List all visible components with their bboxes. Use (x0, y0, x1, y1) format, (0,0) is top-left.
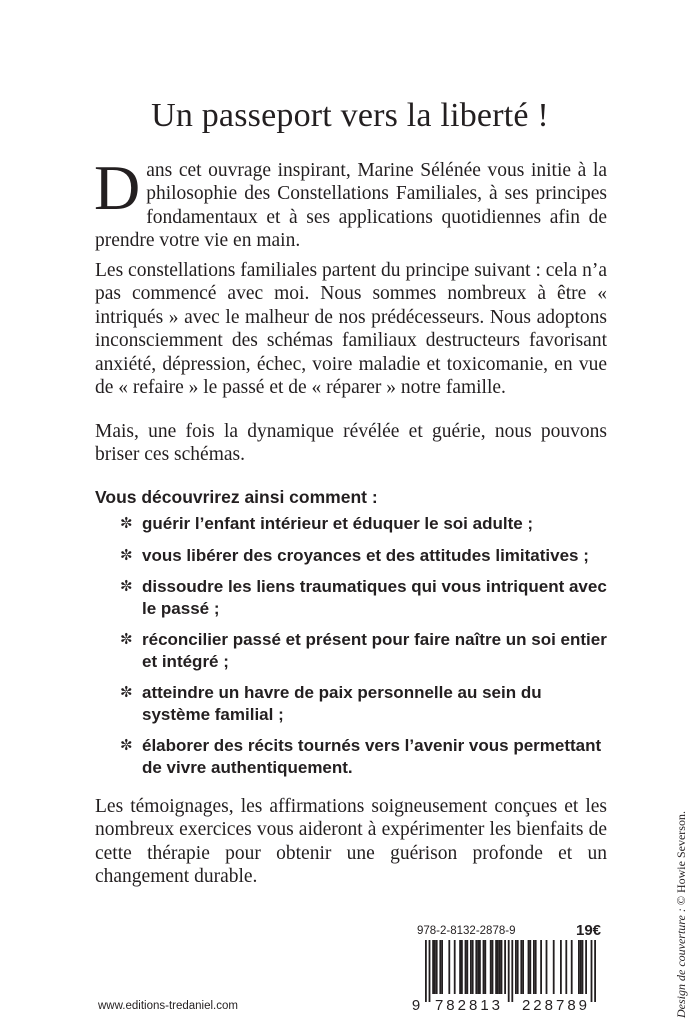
barcode-bar (520, 940, 522, 994)
barcode-bar (470, 940, 472, 994)
barcode-bar (472, 940, 474, 994)
intro-paragraph (94, 152, 607, 253)
barcode-bar (582, 940, 584, 994)
barcode-bar (571, 940, 573, 994)
credit-label: Design de couverture : (674, 908, 688, 1018)
barcode-bar (497, 940, 499, 994)
barcode-graphic (410, 940, 610, 1012)
benefits-list (120, 513, 610, 788)
star-bullet-icon: ✼ (120, 545, 133, 564)
barcode-bar (578, 940, 580, 994)
principle-paragraph: Les constellations familiales partent du principe suivant : cela n’a pas commencé avec moi. Nous sommes nombreux à être « intriqués » avec le malheur de nos prédécesseurs. Nous adoptons inconsciemment des schémas familiaux destructeurs favorisant anxiété, dépression, échec, voire maladie et toxicomanie, en vue de « refaire » le passé et de « réparer » notre famille. (95, 260, 607, 399)
star-bullet-icon: ✼ (120, 514, 133, 532)
credit-text (673, 811, 689, 1018)
barcode-bar (477, 940, 479, 994)
star-bullet-icon: ✼ (120, 736, 133, 754)
barcode-bar (439, 940, 441, 994)
barcode-bar (546, 940, 548, 994)
barcode-bar (432, 940, 434, 994)
barcode-bar (580, 940, 582, 994)
isbn-number: 978-2-8132-2878-9 (417, 925, 516, 937)
list-item (120, 513, 610, 535)
bullet-list-lead: Vous découvrirez ainsi comment : (95, 487, 378, 507)
barcode-digit-lead: 9 (411, 997, 421, 1012)
list-item (120, 682, 610, 725)
barcode-bar (533, 940, 535, 994)
barcode-bar (511, 940, 513, 1002)
barcode-bar (585, 940, 587, 994)
barcode-bar (504, 940, 506, 994)
list-item-text: atteindre un havre de paix personnelle au sein du système familial ; (142, 683, 542, 724)
barcode-bar (425, 940, 427, 1002)
barcode-bar (434, 940, 436, 994)
barcode-bar (429, 940, 431, 1002)
cover-design-credit (671, 768, 693, 1018)
barcode-bar (484, 940, 486, 994)
list-item-text: guérir l’enfant intérieur et éduquer le soi adulte ; (142, 514, 534, 533)
star-bullet-icon: ✼ (120, 683, 133, 701)
drop-cap: D (94, 152, 141, 223)
barcode-bar (492, 940, 494, 994)
barcode-bar (461, 940, 463, 994)
list-item (120, 629, 610, 672)
list-item (120, 545, 610, 567)
barcode-bar (529, 940, 531, 994)
barcode-bar (553, 940, 555, 994)
list-item (120, 735, 610, 778)
barcode-bar (436, 940, 438, 994)
barcode-digits-right: 228789 (521, 997, 591, 1012)
barcode-bar (499, 940, 501, 994)
barcode-bar (490, 940, 492, 994)
healing-paragraph: Mais, une fois la dynamique révélée et guérie, nous pouvons briser ces schémas. (95, 421, 607, 466)
barcode-bar (501, 940, 503, 994)
barcode-bar (466, 940, 468, 994)
barcode-bar (591, 940, 593, 1002)
barcode-bar (495, 940, 497, 994)
page-title: Un passeport vers la liberté ! (151, 97, 549, 134)
barcode-bar (441, 940, 443, 994)
publisher-website: www.editions-tredaniel.com (98, 1000, 238, 1012)
list-item (120, 576, 610, 619)
list-item-text: élaborer des récits tournés vers l’avenir vous permettant de vivre authentiquement. (142, 736, 602, 777)
list-item-text: vous libérer des croyances et des attitudes limitatives ; (142, 545, 589, 565)
price-label: 19€ (576, 922, 602, 939)
barcode-bar (594, 940, 596, 1002)
list-item-text: dissoudre les liens traumatiques qui vous intriquent avec le passé ; (142, 577, 607, 618)
intro-text: ans cet ouvrage inspirant, Marine Sélénée vous initie à la philosophie des Constellations Familiales, à ses principes fondamentaux et à ses applications quotidiennes afin de prendre votre vie en main. (95, 160, 607, 252)
list-item-text: réconcilier passé et présent pour faire naître un soi entier et intégré ; (142, 630, 607, 671)
barcode-bar (517, 940, 519, 994)
barcode-bar (522, 940, 524, 994)
barcode-bar (479, 940, 481, 994)
barcode (410, 940, 610, 1012)
barcode-bar (508, 940, 510, 1002)
barcode-bar (528, 940, 530, 994)
closing-paragraph: Les témoignages, les affirmations soigneusement conçues et les nombreux exercices vous aideront à expérimenter les bienfaits de cette thérapie pour obtenir une guérison profonde et un changement durable. (95, 796, 607, 888)
barcode-bar (448, 940, 450, 994)
credit-value: © Howie Severson. (674, 811, 688, 906)
barcode-bar (454, 940, 456, 994)
star-bullet-icon: ✼ (120, 577, 133, 595)
barcode-bar (540, 940, 542, 994)
barcode-bar (459, 940, 461, 994)
barcode-bar (535, 940, 537, 994)
barcode-bar (565, 940, 567, 994)
barcode-digits-left: 782813 (434, 997, 504, 1012)
barcode-bar (483, 940, 485, 994)
barcode-bar (515, 940, 517, 994)
star-bullet-icon: ✼ (120, 630, 133, 648)
barcode-bar (475, 940, 477, 994)
barcode-bar (465, 940, 467, 994)
barcode-bar (560, 940, 562, 994)
